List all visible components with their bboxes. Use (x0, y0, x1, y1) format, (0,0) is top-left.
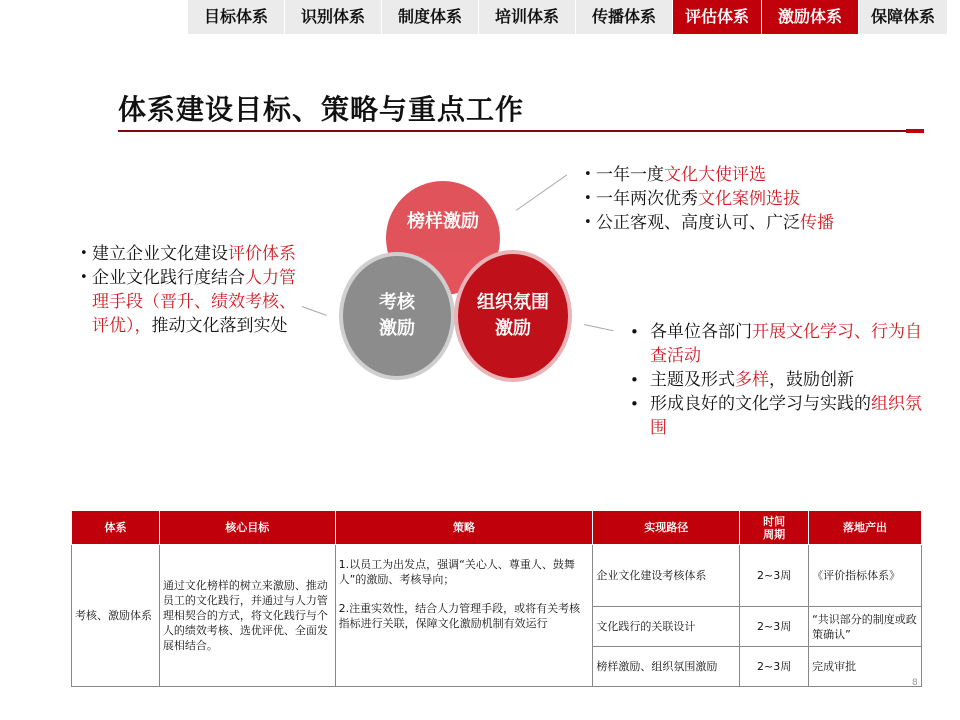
cell-period: 2~3周 (740, 607, 809, 647)
title-divider (118, 130, 924, 132)
tab-guarantee-system[interactable]: 保障体系 (859, 0, 947, 34)
list-item: • 一年两次优秀文化案例选拔 (584, 187, 914, 211)
plan-table (71, 510, 922, 687)
table-header-row (72, 511, 922, 545)
tab-goal-system[interactable]: 目标体系 (188, 0, 284, 34)
tab-communication-system[interactable]: 传播体系 (576, 0, 672, 34)
organization-atmosphere-label-line2: 激励 (495, 318, 531, 339)
col-header-output: 落地产出 (809, 511, 922, 545)
strategy-item-2: 2.注重实效性，结合人力管理手段，或将有关考核指标进行关联，保障文化激励机制有效运行 (338, 602, 581, 630)
cell-path: 企业文化建设考核体系 (593, 545, 740, 607)
atmosphere-bullets (628, 320, 928, 440)
cell-system: 考核、激励体系 (72, 545, 160, 687)
assessment-incentive-label-line2: 激励 (379, 318, 415, 339)
cell-output: 《评价指标体系》 (809, 545, 922, 607)
tab-evaluation-system[interactable]: 评估体系 (673, 0, 761, 34)
col-header-period: 时间 周期 (740, 511, 809, 545)
col-header-strategy: 策略 (335, 511, 593, 545)
role-model-incentive-label: 榜样激励 (407, 211, 479, 232)
cell-output: “共识部分的制度或政策确认” (809, 607, 922, 647)
assessment-incentive-circle (339, 252, 455, 380)
list-item: • 各单位各部门开展文化学习、行为自查活动 (628, 320, 928, 368)
cell-strategy (335, 545, 593, 687)
title-divider-accent (906, 129, 924, 133)
page-title: 体系建设目标、策略与重点工作 (118, 93, 525, 126)
list-item: • 主题及形式多样，鼓励创新 (628, 368, 928, 392)
list-item: • 一年一度文化大使评选 (584, 163, 914, 187)
assessment-bullets (80, 242, 300, 338)
tab-incentive-system[interactable]: 激励体系 (762, 0, 858, 34)
page-number: 8 (912, 678, 918, 688)
connector-left (302, 306, 327, 316)
col-header-path: 实现路径 (593, 511, 740, 545)
list-item: • 公正客观、高度认可、广泛传播 (584, 211, 914, 235)
role-model-bullets (584, 163, 914, 235)
tab-identity-system[interactable]: 识别体系 (285, 0, 381, 34)
col-header-goal: 核心目标 (159, 511, 335, 545)
cell-period: 2~3周 (740, 647, 809, 687)
top-nav-tabs (188, 0, 948, 34)
organization-atmosphere-label-line1: 组织氛围 (477, 292, 549, 313)
strategy-item-1: 1.以员工为出发点，强调“关心人、尊重人、鼓舞人”的激励、考核导向； (338, 558, 575, 586)
table-row (72, 545, 922, 607)
connector-right (584, 324, 614, 331)
cell-output: 完成审批 (809, 647, 922, 687)
list-item: • 建立企业文化建设评价体系 (80, 242, 300, 266)
connector-top-right (516, 175, 567, 211)
cell-path: 文化践行的关联设计 (593, 607, 740, 647)
assessment-incentive-label-line1: 考核 (379, 292, 415, 313)
list-item: • 形成良好的文化学习与实践的组织氛围 (628, 392, 928, 440)
list-item: • 企业文化践行度结合人力管理手段（晋升、绩效考核、评优），推动文化落到实处 (80, 266, 300, 338)
tab-regulation-system[interactable]: 制度体系 (382, 0, 478, 34)
cell-period: 2~3周 (740, 545, 809, 607)
cell-path: 榜样激励、组织氛围激励 (593, 647, 740, 687)
cell-goal: 通过文化榜样的树立来激励、推动员工的文化践行，并通过与人力管理相契合的方式，将文化践行与个人的绩效考核、选优评优、全面发展相结合。 (159, 545, 335, 687)
col-header-system: 体系 (72, 511, 160, 545)
tab-training-system[interactable]: 培训体系 (479, 0, 575, 34)
organization-atmosphere-circle (454, 250, 572, 382)
